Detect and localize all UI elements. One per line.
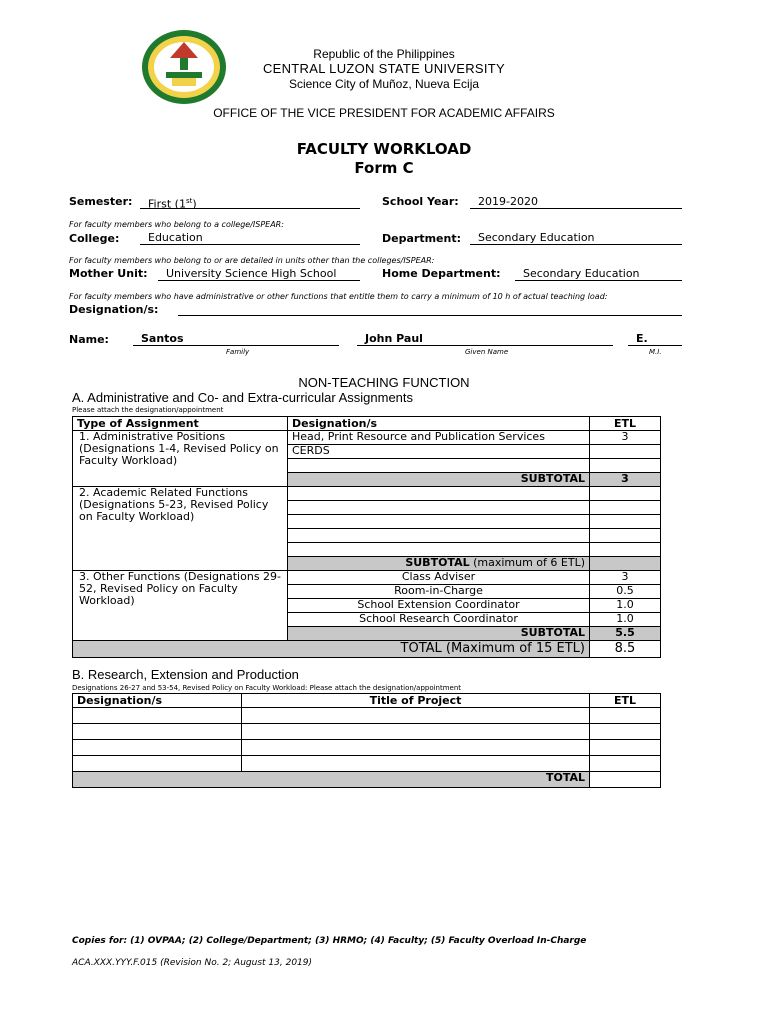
- subtotal-value: 5.5: [590, 627, 661, 641]
- home-dept-field[interactable]: Secondary Education: [515, 267, 682, 281]
- school-year-label: School Year:: [382, 195, 459, 208]
- admin-note: For faculty members who have administrative or other functions that entitle them to carry a minimum of 10 h of actual teaching load:: [69, 292, 608, 301]
- group3-label: 3. Other Functions (Designations 29-52, Revised Policy on Faculty Workload): [73, 571, 288, 641]
- subtotal-label: SUBTOTAL: [288, 473, 590, 487]
- title-cell[interactable]: [242, 724, 590, 740]
- etl-cell[interactable]: 1.0: [590, 613, 661, 627]
- form-subtitle: Form C: [354, 159, 414, 177]
- mother-unit-field[interactable]: University Science High School: [158, 267, 360, 281]
- designation-cell[interactable]: [73, 740, 242, 756]
- office-line: OFFICE OF THE VICE PRESIDENT FOR ACADEMIC AFFAIRS: [213, 106, 555, 120]
- semester-label: Semester:: [69, 195, 133, 208]
- section-b-note: Designations 26-27 and 53-54, Revised Policy on Faculty Workload: Please attach the designation/appointment: [72, 684, 462, 692]
- etl-cell[interactable]: 3: [590, 431, 661, 445]
- etl-cell[interactable]: 3: [590, 571, 661, 585]
- mi-caption: M.I.: [649, 348, 662, 356]
- table-row: [73, 756, 661, 772]
- mother-unit-label: Mother Unit:: [69, 267, 148, 280]
- section-a-table: [72, 416, 661, 658]
- designation-cell[interactable]: School Extension Coordinator: [288, 599, 590, 613]
- table-row: [73, 740, 661, 756]
- group2-label: 2. Academic Related Functions (Designations 5-23, Revised Policy on Faculty Workload): [73, 487, 288, 571]
- table-row: [73, 571, 661, 585]
- designation-cell[interactable]: [288, 515, 590, 529]
- school-year-field[interactable]: 2019-2020: [470, 195, 682, 209]
- university-address: Science City of Muñoz, Nueva Ecija: [288, 77, 480, 91]
- family-caption: Family: [226, 348, 250, 356]
- designation-cell[interactable]: [73, 724, 242, 740]
- designation-cell[interactable]: CERDS: [288, 445, 590, 459]
- semester-close: ): [192, 197, 197, 211]
- etl-cell[interactable]: [590, 543, 661, 557]
- total-row: [73, 641, 661, 658]
- middle-initial-field[interactable]: E.: [628, 332, 682, 346]
- copies-line: Copies for: (1) OVPAA; (2) College/Department; (3) HRMO; (4) Faculty; (5) Faculty Overload In-Charge: [72, 936, 587, 946]
- etl-cell[interactable]: [590, 529, 661, 543]
- col-designation: Designation/s: [288, 417, 590, 431]
- form-title: FACULTY WORKLOAD: [296, 140, 472, 158]
- designation-cell[interactable]: Room-in-Charge: [288, 585, 590, 599]
- etl-cell[interactable]: [590, 459, 661, 473]
- designation-cell[interactable]: School Research Coordinator: [288, 613, 590, 627]
- subtotal-label-text: SUBTOTAL: [405, 556, 470, 569]
- title-cell[interactable]: [242, 740, 590, 756]
- col-title: Title of Project: [242, 694, 590, 708]
- section-b-title: B. Research, Extension and Production: [72, 667, 299, 682]
- col-etl: ETL: [590, 417, 661, 431]
- section-a-note: Please attach the designation/appointment: [72, 406, 224, 414]
- group1-label: 1. Administrative Positions (Designations 1-4, Revised Policy on Faculty Workload): [73, 431, 288, 487]
- non-teaching-heading: NON-TEACHING FUNCTION: [298, 375, 470, 390]
- table-row: [73, 431, 661, 445]
- total-row: [73, 772, 661, 788]
- table-row: [73, 708, 661, 724]
- department-label: Department:: [382, 232, 461, 245]
- given-caption: Given Name: [465, 348, 509, 356]
- etl-cell[interactable]: [590, 740, 661, 756]
- designation-cell[interactable]: [73, 756, 242, 772]
- total-value: 8.5: [590, 641, 661, 658]
- table-header-row: [73, 694, 661, 708]
- title-cell[interactable]: [242, 708, 590, 724]
- table-header-row: [73, 417, 661, 431]
- university-name: CENTRAL LUZON STATE UNIVERSITY: [262, 61, 506, 76]
- total-label-text: TOTAL: [400, 641, 442, 656]
- college-field[interactable]: Education: [140, 231, 360, 245]
- section-a-title: A. Administrative and Co- and Extra-curricular Assignments: [72, 390, 414, 405]
- designation-cell[interactable]: [288, 459, 590, 473]
- given-name-field[interactable]: John Paul: [357, 332, 613, 346]
- designation-label: Designation/s:: [69, 303, 159, 316]
- subtotal-label: SUBTOTAL: [288, 627, 590, 641]
- table-row: [73, 724, 661, 740]
- etl-cell[interactable]: 0.5: [590, 585, 661, 599]
- etl-cell[interactable]: [590, 756, 661, 772]
- etl-cell[interactable]: [590, 708, 661, 724]
- family-name-field[interactable]: Santos: [133, 332, 339, 346]
- etl-cell[interactable]: 1.0: [590, 599, 661, 613]
- total-note: (Maximum of 15 ETL): [441, 641, 585, 656]
- designation-cell[interactable]: [288, 501, 590, 515]
- unit-note: For faculty members who belong to or are detailed in units other than the colleges/ISPEAR:: [69, 256, 435, 265]
- etl-cell[interactable]: [590, 515, 661, 529]
- col-type: Type of Assignment: [73, 417, 288, 431]
- name-label: Name:: [69, 333, 109, 346]
- designation-field[interactable]: [178, 302, 682, 316]
- total-label: [73, 641, 590, 658]
- college-label: College:: [69, 232, 120, 245]
- form-code: ACA.XXX.YYY.F.015 (Revision No. 2; August 13, 2019): [72, 958, 313, 968]
- semester-sup: st: [185, 197, 193, 205]
- subtotal-note: (maximum of 6 ETL): [469, 556, 585, 569]
- semester-value: First (1: [148, 197, 186, 211]
- subtotal-value: [590, 557, 661, 571]
- etl-cell[interactable]: [590, 487, 661, 501]
- designation-cell[interactable]: Head, Print Resource and Publication Services: [288, 431, 590, 445]
- etl-cell[interactable]: [590, 724, 661, 740]
- home-dept-label: Home Department:: [382, 267, 501, 280]
- col-designation: Designation/s: [73, 694, 242, 708]
- title-cell[interactable]: [242, 756, 590, 772]
- department-field[interactable]: Secondary Education: [470, 231, 682, 245]
- etl-cell[interactable]: [590, 501, 661, 515]
- etl-cell[interactable]: [590, 445, 661, 459]
- designation-cell[interactable]: [288, 529, 590, 543]
- subtotal-label: [288, 557, 590, 571]
- college-note: For faculty members who belong to a college/ISPEAR:: [69, 220, 284, 229]
- designation-cell[interactable]: Class Adviser: [288, 571, 590, 585]
- total-label: TOTAL: [73, 772, 590, 788]
- semester-field[interactable]: [140, 195, 360, 209]
- designation-cell[interactable]: [288, 543, 590, 557]
- section-b-table: [72, 693, 661, 788]
- subtotal-value: 3: [590, 473, 661, 487]
- table-row: [73, 487, 661, 501]
- designation-cell[interactable]: [73, 708, 242, 724]
- republic-line: Republic of the Philippines: [313, 47, 455, 61]
- total-value: [590, 772, 661, 788]
- designation-cell[interactable]: [288, 487, 590, 501]
- col-etl: ETL: [590, 694, 661, 708]
